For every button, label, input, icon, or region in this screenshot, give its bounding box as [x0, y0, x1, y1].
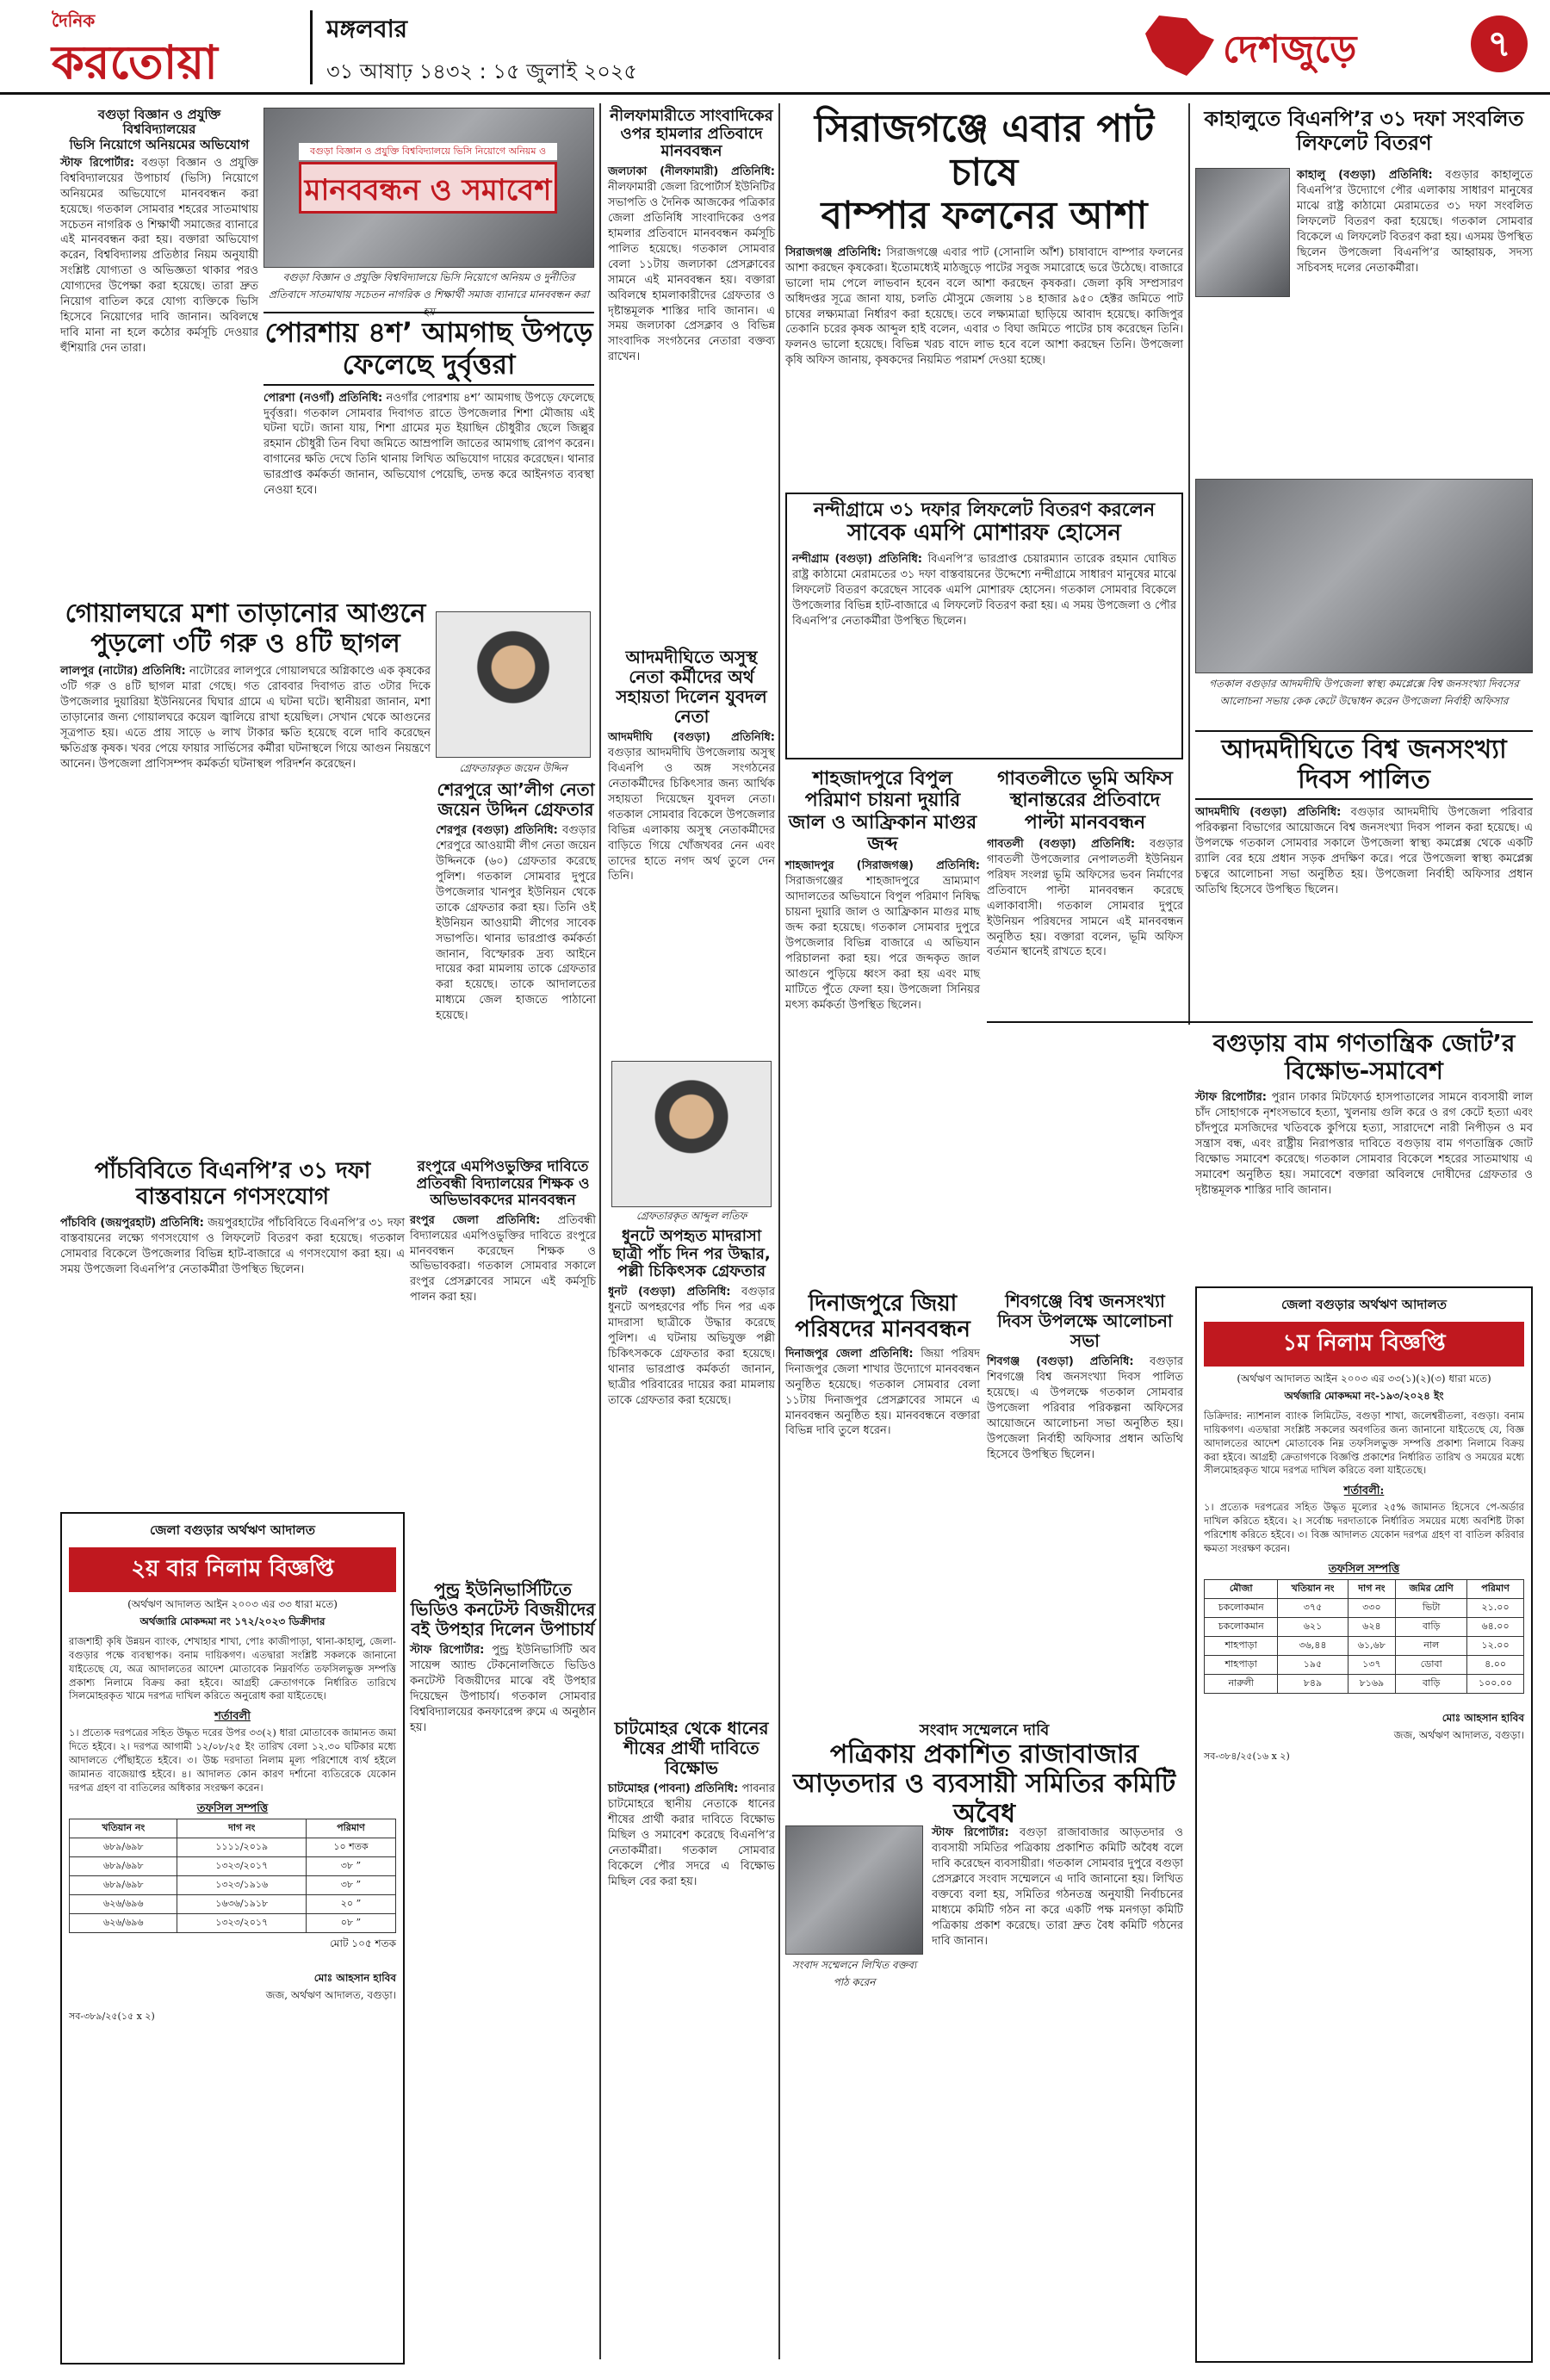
table-cell: ৬৪.০০: [1467, 1617, 1524, 1636]
photo-caption: সংবাদ সম্মেলনে লিখিত বক্তব্য পাঠ করেন: [791, 1959, 917, 1988]
article-shahjadpur: [785, 768, 980, 1285]
article-dateline: চাটমোহর (পাবনা) প্রতিনিধি:: [608, 1782, 739, 1795]
article-dateline: গাবতলী (বগুড়া) প্রতিনিধি:: [987, 837, 1136, 851]
article-headline: পোরশায় ৪শ’ আমগাছ উপড়ে ফেলেছে দুর্বৃত্তরা: [264, 312, 594, 386]
bangladesh-map-icon: [1145, 15, 1214, 76]
schedule-table: [1204, 1579, 1524, 1694]
table-header-row: [1205, 1579, 1524, 1598]
table-header: দাগ নং: [177, 1819, 306, 1838]
article-dateline: আদমদীঘি (বগুড়া) প্রতিনিধি:: [1195, 806, 1342, 819]
article-headline: সিরাজগঞ্জে এবার পাট চাষে: [814, 107, 1155, 195]
notice-signatory: মোঃ আহসান হাবিব: [313, 1971, 396, 1984]
table-cell: ১৩২৩/১৯১৬: [177, 1875, 306, 1894]
table-cell: ডোবা: [1396, 1655, 1467, 1674]
protest-photo: [264, 108, 594, 268]
article-body: বগুড়া রাজাবাজার আড়তদার ও ব্যবসায়ী সমিতির পত্রিকায় প্রকাশিত কমিটি অবৈধ বলে দাবি করেছেন ব্যবসায়ীরা। গতকাল সোমবার দুপুরে বগুড়া প্রেসক্লাবে সংবাদ সম্মেলনে এ দাবি জানানো হয়। লিখিত বক্তব্যে বলা হয়, সমিতির গঠনতন্ত্র অনুযায়ী নির্বাচনের মাধ্যমে কমিটি গঠন না করে একটি পক্ষ মনগড়া কমিটি পত্রিকায় প্রকাশ করেছে। তারা দ্রুত বৈধ কমিটি গঠনের দাবি জানান।: [932, 1826, 1183, 1948]
article-dateline: জলঢাকা (নীলফামারী) প্রতিনিধি:: [608, 165, 775, 179]
article-headline: নীলফামারীতে সাংবাদিকের ওপর হামলার প্রতিবাদে মানববন্ধন: [610, 107, 773, 161]
article-body: বগুড়ার শিবগঞ্জে বিশ্ব জনসংখ্যা দিবস পালিত হয়েছে। এ উপলক্ষে গতকাল সোমবার উপজেলা পরিবার পরিকল্পনা অফিসের আয়োজনে আলোচনা সভা অনুষ্ঠিত হয়। উপজেলা নির্বাহী অফিসার প্রধান অতিথি হিসেবে উপস্থিত ছিলেন।: [987, 1355, 1183, 1461]
article-headline: গোয়ালঘরে মশা তাড়ানোর আগুনে: [65, 598, 426, 629]
article-body: পুরান ঢাকার মিটফোর্ড হাসপাতালের সামনে ব্যবসায়ী লাল চাঁদ সোহাগকে নৃশংসভাবে হত্যা, খুলনায় গুলি করে ও রগ কেটে হত্যা এবং চাঁদপুরে মসজিদের খতিবকে কুপিয়ে হত্যা, সারাদেশে নারী নিপীড়ন ও মব সন্ত্রাস বন্ধ, এবং রাষ্ট্রীয় নিরাপত্তার দাবিতে বগুড়ায় বাম গণতান্ত্রিক জোট বিক্ষোভ সমাবেশ করেছে। গতকাল সোমবার বিকেলে শহরের সাতমাথায় এ সমাবেশ অনুষ্ঠিত হয়। সমাবেশে বক্তারা অবিলম্বে দোষীদের গ্রেফতার ও দৃষ্টান্তমূলক শাস্তির দাবি জানান।: [1195, 1091, 1533, 1197]
table-cell: ০৮ ”: [306, 1913, 395, 1932]
article-pundra: [410, 1580, 596, 2355]
article-leaflet: [1195, 108, 1533, 469]
article-headline: শিবগঞ্জে বিশ্ব জনসংখ্যা দিবস উপলক্ষে আলোচনা সভা: [997, 1291, 1173, 1351]
masthead: [0, 0, 1550, 95]
article-dateline: শিবগঞ্জ (বগুড়া) প্রতিনিধি:: [987, 1355, 1134, 1368]
schedule-table: [69, 1819, 396, 1933]
notice-subtitle: (অর্থঋণ আদালত আইন ২০০৩ এর ৩৩ ধারা মতে): [127, 1598, 338, 1610]
article-body: নাটোরের লালপুরে গোয়ালঘরে অগ্নিকাণ্ডে এক কৃষকের ৩টি গরু ও ৪টি ছাগল মারা গেছে। গত রোববার দিবাগত রাত ৩টার দিকে উপজেলার দুয়ারিয়া ইউনিয়নের ঘিঘার গ্রামে এ ঘটনা ঘটে। স্থানীয়রা জানান, মশা তাড়ানোর জন্য গোয়ালঘরে কয়েল জ্বালিয়ে রাখা হয়েছিল। সেখান থেকে আগুনের সূত্রপাত হয়। এতে প্রায় সাড়ে ৬ লাখ টাকার ক্ষতি হয়েছে বলে দাবি করেছেন ক্ষতিগ্রস্ত কৃষক। খবর পেয়ে ফায়ার সার্ভিসের কর্মীরা ঘটনাস্থলে গিয়ে আগুন নিয়ন্ত্রণে আনেন। উপজেলা প্রাণিসম্পদ কর্মকর্তা ঘটনাস্থল পরিদর্শন করেছেন।: [60, 665, 431, 771]
table-cell: ৬৮৯/৬৯৮: [70, 1838, 177, 1856]
article-jute: [785, 108, 1183, 487]
table-cell: ৬৮৯/৬৯৮: [70, 1856, 177, 1875]
article-leftalliance: [1195, 1030, 1533, 1280]
notice-ref: সব-৩৮৪/২৫(১৬ x ২): [1204, 1750, 1290, 1762]
article-dhunot: [608, 1228, 775, 1710]
notice-subtitle: (অর্থঋণ আদালত আইন ২০০৩ এর ৩৩(১)(২)(৩) ধারা মতে): [1237, 1373, 1491, 1385]
rajabazar-photo: [785, 1825, 923, 1955]
table-cell: ৬২৬/৬৯৬: [70, 1913, 177, 1932]
article-body: পাবনার চাটমোহরে স্থানীয় নেতাকে ধানের শীষের প্রার্থী করার দাবিতে বিক্ষোভ মিছিল ও সমাবেশ করেছে বিএনপি’র নেতাকর্মীরা। গতকাল সোমবার বিকেলে পৌর সদরে এ বিক্ষোভ মিছিল বের করা হয়।: [608, 1782, 776, 1888]
article-body: বগুড়ার কাহালুতে বিএনপি’র উদ্যোগে পৌর এলাকায় সাধারণ মানুষের মাঝে রাষ্ট্র কাঠামো মেরামতের ৩১ দফা সংবলিত লিফলেট বিতরণ করা হয়েছে। গতকাল সোমবার বিকেলে এ লিফলেট বিতরণ করা হয়। এসময় উপস্থিত ছিলেন উপজেলা বিএনপি’র আহ্বায়ক, সদস্য সচিবসহ দলের নেতাকর্মীরা।: [1297, 169, 1534, 275]
article-body: জয়পুরহাটের পাঁচবিবিতে বিএনপি’র ৩১ দফা বাস্তবায়নের লক্ষ্যে গণসংযোগ ও লিফলেট বিতরণ করা হয়েছে। গতকাল সোমবার বিকেলে উপজেলার বিভিন্ন হাট-বাজারে এ গণসংযোগ করা হয়। এ সময় উপজেলা বিএনপি’র নেতাকর্মীরা উপস্থিত ছিলেন।: [60, 1216, 405, 1276]
article-body: বগুড়ার আদমদীঘি উপজেলায় অসুস্থ বিএনপি ও অঙ্গ সংগঠনের নেতাকর্মীদের চিকিৎসার জন্য আর্থিক সহায়তা দিয়েছেন যুবদল নেতা। গতকাল সোমবার বিকেলে উপজেলার বিভিন্ন এলাকায় অসুস্থ নেতাকর্মীদের বাড়িতে গিয়ে খোঁজখবর নেন এবং তাদের হাতে নগদ অর্থ তুলে দেন তিনি।: [608, 746, 775, 883]
table-cell: ১৩৭: [1348, 1655, 1396, 1674]
article-dateline: কাহালু (বগুড়া) প্রতিনিধি:: [1297, 169, 1433, 182]
table-cell: ৬২৪: [1348, 1617, 1396, 1636]
notice-body: ডিক্রিদার: ন্যাশনাল ব্যাংক লিমিটেড, বগুড়া শাখা, জলেশ্বরীতলা, বগুড়া। বনাম দায়িকগণ। এতদ্বারা সংশ্লিষ্ট সকলের অবগতির জন্য জানানো যাইতেছে যে, বিজ্ঞ আদালতের আদেশ মোতাবেক নিম্ন তফসিলভুক্ত সম্পত্তি প্রকাশ্য নিলামে বিক্রয় করা হইবে। আগ্রহী ক্রেতাগণকে বিজ্ঞপ্তি প্রকাশের নির্ধারিত তারিখ ও সময়ের মধ্যে সীলমোহরকৃত খামে দরপত্র দাখিল করিতে বলা যাইতেছে।: [1204, 1410, 1524, 1477]
protest-banner: মানববন্ধন ও সমাবেশ: [299, 162, 557, 214]
table-header: পরিমাণ: [1467, 1579, 1524, 1598]
article-headline: শাহজাদপুরে বিপুল পরিমাণ চায়না দুয়ারি জাল ও আফ্রিকান মাগুর জব্দ: [788, 768, 977, 855]
article-dinajpur: [785, 1292, 980, 1714]
article-sherpur: [436, 780, 596, 1150]
table-cell: ২১.০০: [1467, 1598, 1524, 1617]
article-shibganj: [987, 1292, 1183, 1714]
table-cell: ১৩২৩/২০১৭: [177, 1913, 306, 1932]
article-bnp31: [60, 1159, 405, 1503]
photo-caption: গ্রেফতারকৃত আব্দুল লতিফ: [636, 1210, 747, 1222]
table-cell: ৩৭৫: [1278, 1598, 1348, 1617]
article-headline-2: পুড়লো ৩টি গরু ও ৪টি ছাগল: [90, 628, 400, 659]
photo-caption: গ্রেফতারকৃত জয়েন উদ্দিন: [459, 762, 567, 774]
article-adamdighi-pop: [1195, 730, 1533, 1014]
table-cell: ৬২৬/৬৯৬: [70, 1894, 177, 1913]
article-protest: [60, 108, 258, 590]
issue-date: ৩১ আষাঢ় ১৪৩২ : ১৫ জুলাই ২০২৫: [326, 59, 637, 84]
notice-total: মোট ১০৫ শতক: [329, 1937, 396, 1949]
article-dateline: স্টাফ রিপোর্টার:: [1195, 1091, 1267, 1105]
article-headline: ভিসি নিয়োগে অনিয়মের অভিযোগ: [69, 136, 250, 152]
date-block: [310, 10, 672, 84]
article-journalist: [608, 108, 775, 641]
table-cell: ৮৪৯: [1278, 1674, 1348, 1693]
table-cell: ভিটা: [1396, 1598, 1467, 1617]
article-body: প্রতিবন্ধী বিদ্যালয়ের এমপিওভুক্তির দাবিতে রংপুরে মানববন্ধন করেছেন শিক্ষক ও অভিভাবকরা। গতকাল সোমবার সকালে রংপুর প্রেসক্লাবের সামনে এই কর্মসূচি পালন করা হয়।: [410, 1213, 596, 1305]
paper-logo: [52, 9, 293, 90]
auction-notice-left: [60, 1512, 405, 2365]
article-nandigram: [785, 493, 1183, 759]
notice-signatory-role: জজ, অর্থঋণ আদালত, বগুড়া।: [265, 1988, 396, 2001]
article-body: নওগাঁর পোরশায় ৪শ’ আমগাছ উপড়ে ফেলেছে দুর্বৃত্তরা। গতকাল সোমবার দিবাগত রাতে উপজেলার শিশা মৌজায় এই ঘটনা ঘটে। জানা যায়, শিশা গ্রামের মৃত ইয়াছিন চৌধুরীর ছেলে জিল্লুর রহমান চৌধুরী তিন বিঘা জমিতে আম্রপালি জাতের আমগাছ রোপণ করেন। বাগানের ক্ষতি দেখে তিনি থানায় লিখিত অভিযোগ দায়ের করেছেন। থানার ভারপ্রাপ্ত কর্মকর্তা জানান, অভিযোগ পেয়েছি, তদন্ত করে আইনগত ব্যবস্থা নেওয়া হবে।: [264, 391, 594, 498]
table-cell: ৩৬,৪৪: [1278, 1636, 1348, 1655]
section-tag: [1145, 10, 1533, 84]
notice-terms: ১। প্রত্যেক দরপত্রের সহিত উদ্ধৃত মূল্যের ২৫% জামানত হিসেবে পে-অর্ডার দাখিল করিতে হইবে। ২। সর্বোচ্চ দরদাতাকে নির্ধারিত সময়ের মধ্যে অবশিষ্ট টাকা পরিশোধ করিতে হইবে। ৩। বিজ্ঞ আদালত যেকোন দরপত্র গ্রহণ বা বাতিল করিবার ক্ষমতা সংরক্ষণ করেন।: [1204, 1501, 1524, 1554]
notice-signatory-role: জজ, অর্থঋণ আদালত, বগুড়া।: [1393, 1728, 1524, 1741]
notice-case: অর্থজারি মোকদ্দমা নং ১৭২/২০২৩ ডিক্রীদার: [140, 1615, 326, 1627]
article-dateline: সিরাজগঞ্জ প্রতিনিধি:: [785, 245, 882, 259]
table-row: [1205, 1674, 1524, 1693]
article-chatmohar: [608, 1719, 775, 2356]
article-body: বগুড়া বিজ্ঞান ও প্রযুক্তি বিশ্ববিদ্যালয়ের উপাচার্য (ভিসি) নিয়োগে অনিয়মের অভিযোগে মানববন্ধন করা হয়েছে। গতকাল সোমবার শহরের সাতমাথায় সচেতন নাগরিক ও শিক্ষার্থী সমাজের ব্যানারে এই মানববন্ধন করা হয়। বক্তারা অভিযোগ করেন, বিশ্ববিদ্যালয় প্রতিষ্ঠার নিয়ম অনুযায়ী সংশ্লিষ্ট যোগ্যতা ও অভিজ্ঞতা থাকার পরও যোগ্যদের উপেক্ষা করা হয়েছে। তারা দ্রুত নিয়োগ বাতিল করে যোগ্য ব্যক্তিকে ভিসি হিসেবে নিয়োগের দাবি জানান। অবিলম্বে দাবি মানা না হলে কঠোর কর্মসূচি দেওয়ার হুঁশিয়ারি দেন তারা।: [60, 156, 258, 355]
dhunot-portrait: [611, 1061, 772, 1207]
article-headline: শেরপুরে আ’লীগ নেতা জয়েন উদ্দিন গ্রেফতার: [437, 779, 595, 820]
column-rule: [778, 103, 780, 2359]
article-headline: পাঁচবিবিতে বিএনপি’র ৩১ দফা বাস্তবায়নে গণসংযোগ: [94, 1158, 371, 1210]
article-headline-2: বাম্পার ফলনের আশা: [821, 194, 1148, 239]
article-dateline: পাঁচবিবি (জয়পুরহাট) প্রতিনিধি:: [60, 1216, 204, 1230]
article-headline: চাটমোহর থেকে ধানের শীষের প্রার্থী দাবিতে বিক্ষোভ: [614, 1718, 769, 1778]
article-cows: [60, 599, 431, 1150]
article-dateline: রংপুর জেলা প্রতিনিধি:: [410, 1213, 541, 1227]
table-cell: ১০০.০০: [1467, 1674, 1524, 1693]
notice-terms: ১। প্রত্যেক দরপত্রের সহিত উদ্ধৃত দরের উপর ৩৩(২) ধারা মোতাবেক জামানত জমা দিতে হইবে। ২। দরপত্র আগামী ১২/০৮/২৫ ইং তারিখ বেলা ১২.৩০ ঘটিকার মধ্যে আদালতে পৌঁছাইতে হইবে। ৩। উচ্চ দরদাতা নিলাম মূল্য পরিশোধে ব্যর্থ হইলে জামানত বাজেয়াপ্ত হইবে। ৪। আদালত কোন কারণ দর্শানো ব্যতিরেকে যেকোন দরপত্র গ্রহণ বা বাতিলের অধিকার সংরক্ষণ করেন।: [69, 1726, 396, 1794]
notice-title: ২য় বার নিলাম বিজ্ঞপ্তি: [69, 1547, 396, 1592]
table-cell: চকলোকমান: [1205, 1598, 1278, 1617]
sherpur-portrait: [436, 611, 591, 758]
table-header: দাগ নং: [1348, 1579, 1396, 1598]
notice-case: অর্থজারি মোকদ্দমা নং-১৯৩/২০২৪ ইং: [1284, 1390, 1444, 1402]
photo-caption: বগুড়া বিজ্ঞান ও প্রযুক্তি বিশ্ববিদ্যালয়ে ভিসি নিয়োগে অনিয়ম ও দুর্নীতির প্রতিবাদে সাতমাথায় সচেতন নাগরিক ও শিক্ষার্থী সমাজ ব্যানারে মানববন্ধন করা হয়: [268, 271, 590, 318]
banner-top-text: বগুড়া বিজ্ঞান ও প্রযুক্তি বিশ্ববিদ্যালয়ে ভিসি নিয়োগে অনিয়ম ও: [299, 143, 557, 160]
table-header: জমির শ্রেণি: [1396, 1579, 1467, 1598]
table-row: [1205, 1655, 1524, 1674]
article-body: বিএনপি’র ভারপ্রাপ্ত চেয়ারম্যান তারেক রহমান ঘোষিত রাষ্ট্র কাঠামো মেরামতের ৩১ দফা বাস্তবায়নের উদ্দেশ্যে নন্দীগ্রামে সাধারণ মানুষের মাঝে লিফলেট বিতরণ করেছেন সাবেক এমপি মোশারফ হোসেন। গতকাল সোমবার বিকেলে উপজেলার বিভিন্ন হাট-বাজারে এ লিফলেট বিতরণ করা হয়। এ সময় উপজেলা ও পৌর বিএনপি’র নেতাকর্মীরা উপস্থিত ছিলেন।: [792, 553, 1176, 628]
notice-ref: সব-৩৮৯/২৫(১৫ x ২): [69, 2010, 155, 2022]
table-cell: শাহপাড়া: [1205, 1636, 1278, 1655]
table-cell: ৩৩০: [1348, 1598, 1396, 1617]
table-row: [70, 1913, 396, 1932]
table-cell: ৩৮ ”: [306, 1875, 395, 1894]
article-body: বগুড়ার ধুনটে অপহরণের পাঁচ দিন পর এক মাদরাসা ছাত্রীকে উদ্ধার করেছে পুলিশ। এ ঘটনায় অভিযুক্ত পল্লী চিকিৎসককে গ্রেফতার করা হয়েছে। থানার ভারপ্রাপ্ত কর্মকর্তা জানান, ছাত্রীর পরিবারের দায়ের করা মামলায় তাকে গ্রেফতার করা হয়েছে।: [608, 1286, 775, 1407]
article-headline: পুন্ড্র ইউনিভার্সিটিতে ভিডিও কনটেস্ট বিজয়ীদের বই উপহার দিলেন উপাচার্য: [410, 1579, 596, 1639]
weekday: মঙ্গলবার: [326, 15, 408, 43]
notice-schedule-head: তফসিল সম্পত্তি: [1328, 1562, 1400, 1576]
article-headline: আদমদীঘিতে অসুস্থ নেতা কর্মীদের অর্থ সহায়তা দিলেন যুবদল নেতা: [616, 647, 767, 727]
table-row: [70, 1856, 396, 1875]
article-dateline: লালপুর (নাটোর) প্রতিনিধি:: [60, 665, 186, 678]
article-headline: পত্রিকায় প্রকাশিত রাজাবাজার আড়তদার ও ব্যবসায়ী সমিতির কমিটি অবৈধ: [792, 1739, 1176, 1829]
notice-body: রাজশাহী কৃষি উন্নয়ন ব্যাংক, শেখাহার শাখা, পোঃ কাজীপাড়া, থানা-কাহালু, জেলা-বগুড়ার পক্ষে ব্যবস্থাপক। বনাম দায়িকগণ। এতদ্বারা সংশ্লিষ্ট সকলকে জানানো যাইতেছে যে, অত্র আদালতের আদেশ মোতাবেক নিম্নবর্ণিত তফসিলভুক্ত সম্পত্তি প্রকাশ্য নিলামে বিক্রয় করা হইবে। আগ্রহী ক্রেতাগণকে নির্ধারিত তারিখে সিলমোহরকৃত খামে দরপত্র দাখিল করিতে অনুরোধ করা যাইতেছে।: [69, 1635, 396, 1702]
article-body: সিরাজগঞ্জের শাহজাদপুরে ভ্রাম্যমাণ আদালতের অভিযানে বিপুল পরিমাণ নিষিদ্ধ চায়না দুয়ারি জাল ও আফ্রিকান মাগুর মাছ জব্দ করা হয়েছে। গতকাল সোমবার দুপুরে উপজেলার বিভিন্ন বাজারে এ অভিযান পরিচালনা করা হয়। পরে জব্দকৃত জাল আগুনে পুড়িয়ে ধ্বংস করা হয় এবং মাছ মাটিতে পুঁতে ফেলা হয়। উপজেলা সিনিয়র মৎস্য কর্মকর্তা উপস্থিত ছিলেন।: [785, 875, 980, 1012]
photo-caption: গতকাল বগুড়ার আদমদীঘি উপজেলা স্বাস্থ্য কমপ্লেক্সে বিশ্ব জনসংখ্যা দিবসের আলোচনা সভায় কেক কেটে উদ্বোধন করেন উপজেলা নির্বাহী অফিসার: [1209, 678, 1519, 707]
table-header: মৌজা: [1205, 1579, 1278, 1598]
article-kicker: সংবাদ সম্মেলনে দাবি: [919, 1721, 1050, 1739]
table-cell: ১১১১/২০১৯: [177, 1838, 306, 1856]
column-rule: [599, 103, 601, 2359]
article-headline: রংপুরে এমপিওভুক্তির দাবিতে প্রতিবন্ধী বিদ্যালয়ের শিক্ষক ও অভিভাবকদের মানববন্ধন: [416, 1158, 590, 1210]
auction-notice-right: [1195, 1286, 1533, 2363]
article-body: জিয়া পরিষদ দিনাজপুর জেলা শাখার উদ্যোগে মানববন্ধন অনুষ্ঠিত হয়েছে। গতকাল সোমবার বেলা ১১টায় দিনাজপুর প্রেসক্লাবের সামনে এ মানববন্ধন অনুষ্ঠিত হয়। মানববন্ধনে বক্তারা বিভিন্ন দাবি তুলে ধরেন।: [785, 1347, 980, 1438]
article-body: বগুড়ার গাবতলী উপজেলার নেপালতলী ইউনিয়ন পরিষদ সংলগ্ন ভূমি অফিসের ভবন নির্মাণের প্রতিবাদে পাল্টা মানববন্ধন করেছে এলাকাবাসী। গতকাল সোমবার দুপুরে ইউনিয়ন পরিষদের সামনে এই মানববন্ধন অনুষ্ঠিত হয়। বক্তারা বলেন, ভূমি অফিস বর্তমান স্থানেই রাখতে হবে।: [987, 837, 1183, 959]
table-cell: ৪.০০: [1467, 1655, 1524, 1674]
table-cell: নাল: [1396, 1636, 1467, 1655]
article-kicker: বগুড়া বিজ্ঞান ও প্রযুক্তি বিশ্ববিদ্যালয়ের: [97, 107, 221, 138]
article-adamdighi-leader: [608, 648, 775, 1061]
table-cell: ১৩২৩/২০১৭: [177, 1856, 306, 1875]
article-body: সিরাজগঞ্জে এবার পাট (সোনালি আঁশ) চাষাবাদে বাম্পার ফলনের আশা করছেন কৃষকেরা। ইতোমধ্যেই মাঠজুড়ে পাটের সবুজ সমারোহে ভরে উঠেছে। বাজারে ভালো দাম পেলে লাভবান হবেন বলে আশা করছেন কৃষকরা। জেলা কৃষি সম্প্রসারণ অধিদপ্তর সূত্রে জানা যায়, চলতি মৌসুমে জেলায় ১৪ হাজার ৯৫০ হেক্টর জমিতে পাট চাষের লক্ষ্যমাত্রা নির্ধারণ করা হয়েছে। তবে লক্ষ্যমাত্রা ছাড়িয়ে আবাদ হয়েছে। কাজিপুর তেকানি চরের কৃষক আব্দুল হাই বলেন, এবার ৩ বিঘা জমিতে পাটের চাষ করেছেন তিনি। ফলনও ভালো হয়েছে। বিভিন্ন খরচ বাদে লাভ হবে বলে আশা করছেন তিনি। উপজেলা কৃষি অফিস জানায়, কৃষকদের নিয়মিত পরামর্শ দেওয়া হচ্ছে।: [785, 245, 1184, 368]
table-cell: ৩৮ ”: [306, 1856, 395, 1875]
table-cell: শাহপাড়া: [1205, 1655, 1278, 1674]
article-dateline: দিনাজপুর জেলা প্রতিনিধি:: [785, 1347, 914, 1360]
table-cell: বাড়ি: [1396, 1674, 1467, 1693]
table-row: [1205, 1598, 1524, 1617]
table-cell: ১০ শতক: [306, 1838, 395, 1856]
article-body: নীলফামারী জেলা রিপোর্টার্স ইউনিটির সভাপতি ও দৈনিক আজকের পত্রিকার জেলা প্রতিনিধি সাংবাদিকের ওপর হামলার প্রতিবাদে মানববন্ধন কর্মসূচি পালিত হয়েছে। গতকাল সোমবার বেলা ১১টায় জলঢাকা প্রেসক্লাবের সামনে এই মানববন্ধন হয়। বক্তারা অবিলম্বে হামলাকারীদের গ্রেফতার ও দৃষ্টান্তমূলক শাস্তির দাবি জানান। এ সময় জলঢাকা প্রেসক্লাব ও বিভিন্ন সাংবাদিক সংগঠনের নেতারা বক্তব্য রাখেন।: [608, 181, 775, 364]
table-header: খতিয়ান নং: [1278, 1579, 1348, 1598]
article-body: বগুড়ার আদমদীঘি উপজেলা পরিবার পরিকল্পনা বিভাগের আয়োজনে বিশ্ব জনসংখ্যা দিবস পালন করা হয়েছে। এ উপলক্ষে গতকাল সোমবার সকালে উপজেলা স্বাস্থ্য কমপ্লেক্স থেকে একটি র‍্যালি বের হয়ে প্রধান সড়ক প্রদক্ষিণ করে। পরে উপজেলা স্বাস্থ্য কমপ্লেক্স চত্বরে আলোচনা সভা অনুষ্ঠিত হয়। উপজেলা নির্বাহী অফিসার প্রধান অতিথি হিসেবে উপস্থিত ছিলেন।: [1195, 806, 1533, 896]
table-row: [70, 1894, 396, 1913]
article-headline: ধুনটে অপহৃত মাদরাসা ছাত্রী পাঁচ দিন পর উদ্ধার, পল্লী চিকিৎসক গ্রেফতার: [612, 1227, 771, 1281]
article-dateline: ধুনট (বগুড়া) প্রতিনিধি:: [608, 1286, 731, 1299]
table-row: [1205, 1636, 1524, 1655]
table-header-row: [70, 1819, 396, 1838]
table-cell: চকলোকমান: [1205, 1617, 1278, 1636]
article-dateline: আদমদীঘি (বগুড়া) প্রতিনিধি:: [608, 731, 775, 744]
notice-court: জেলা বগুড়ার অর্থঋণ আদালত: [150, 1522, 315, 1538]
article-mango: [264, 312, 594, 596]
article-rajabazar: [785, 1722, 1183, 2359]
table-cell: ২০ ”: [306, 1894, 395, 1913]
table-cell: ৬৮৯/৬৯৮: [70, 1875, 177, 1894]
article-headline: কাহালুতে বিএনপি’র ৩১ দফা সংবলিত লিফলেট বিতরণ: [1204, 107, 1524, 155]
article-headline: নন্দীগ্রামে ৩১ দফার লিফলেট বিতরণ করলেন: [813, 499, 1156, 521]
article-dateline: স্টাফ রিপোর্টার:: [60, 156, 134, 170]
article-dateline: নন্দীগ্রাম (বগুড়া) প্রতিনিধি:: [792, 553, 922, 567]
article-body: পুন্ড্র ইউনিভার্সিটি অব সায়েন্স অ্যান্ড টেকনোলজিতে ভিডিও কনটেস্ট বিজয়ীদের মাঝে বই উপহার দিয়েছেন উপাচার্য। গতকাল সোমবার বিশ্ববিদ্যালয়ের কনফারেন্স রুমে এ অনুষ্ঠান হয়।: [410, 1644, 596, 1734]
table-cell: ৬২১: [1278, 1617, 1348, 1636]
page-number: ৭: [1471, 15, 1528, 72]
article-headline: গাবতলীতে ভূমি অফিস স্থানান্তরের প্রতিবাদে পাল্টা মানববন্ধন: [997, 768, 1173, 834]
paper-logo-name: করতোয়া: [52, 35, 218, 90]
article-headline-2: সাবেক এমপি মোশারফ হোসেন: [847, 520, 1121, 547]
notice-terms-head: শর্তাবলী: [214, 1710, 251, 1724]
article-headline: দিনাজপুরে জিয়া পরিষদের মানববন্ধন: [795, 1291, 970, 1342]
table-cell: ৮১৬৯: [1348, 1674, 1396, 1693]
adamdighi-event-photo: [1195, 479, 1533, 673]
article-dateline: শেরপুর (বগুড়া) প্রতিনিধি:: [436, 824, 558, 837]
notice-title: ১ম নিলাম বিজ্ঞপ্তি: [1204, 1322, 1524, 1367]
table-row: [1205, 1617, 1524, 1636]
article-body: বগুড়ার শেরপুরে আওয়ামী লীগ নেতা জয়েন উদ্দিনকে (৬০) গ্রেফতার করেছে পুলিশ। গতকাল সোমবার দুপুরে উপজেলার খানপুর ইউনিয়ন থেকে তাকে গ্রেফতার করা হয়। তিনি ওই ইউনিয়ন আওয়ামী লীগের সাবেক সভাপতি। থানার ভারপ্রাপ্ত কর্মকর্তা জানান, বিস্ফোরক দ্রব্য আইনে দায়ের করা মামলায় তাকে গ্রেফতার করা হয়েছে। তাকে আদালতের মাধ্যমে জেল হাজতে পাঠানো হয়েছে।: [436, 824, 596, 1023]
table-header: খতিয়ান নং: [70, 1819, 177, 1838]
notice-schedule-head: তফসিল সম্পত্তি: [196, 1801, 269, 1815]
leaflet-photo: [1195, 168, 1290, 297]
table-row: [70, 1875, 396, 1894]
article-rangpur: [410, 1159, 596, 1572]
table-cell: ১২.০০: [1467, 1636, 1524, 1655]
article-headline: আদমদীঘিতে বিশ্ব জনসংখ্যা দিবস পালিত: [1195, 730, 1533, 800]
notice-terms-head: শর্তাবলী:: [1343, 1484, 1385, 1498]
table-cell: ১৬৩৬/১৯১৮: [177, 1894, 306, 1913]
column-rule: [1188, 103, 1190, 1025]
section-name: দেশজুড়ে: [1223, 28, 1357, 71]
table-cell: বাড়ি: [1396, 1617, 1467, 1636]
table-row: [70, 1838, 396, 1856]
article-dateline: স্টাফ রিপোর্টার:: [932, 1826, 1009, 1839]
article-headline: বগুড়ায় বাম গণতান্ত্রিক জোট’র বিক্ষোভ-সমাবেশ: [1212, 1029, 1516, 1086]
notice-signatory: মোঃ আহসান হাবিব: [1442, 1711, 1524, 1724]
table-cell: ১৯৫: [1278, 1655, 1348, 1674]
paper-logo-small: দৈনিক: [52, 10, 96, 31]
table-header: পরিমাণ: [306, 1819, 395, 1838]
notice-court: জেলা বগুড়ার অর্থঋণ আদালত: [1281, 1297, 1447, 1312]
table-cell: নারুলী: [1205, 1674, 1278, 1693]
article-dateline: শাহজাদপুর (সিরাজগঞ্জ) প্রতিনিধি:: [785, 859, 980, 873]
article-dateline: পোরশা (নওগাঁ) প্রতিনিধি:: [264, 391, 383, 405]
article-dateline: স্টাফ রিপোর্টার:: [410, 1644, 485, 1657]
table-cell: ৬১,৬৮: [1348, 1636, 1396, 1655]
